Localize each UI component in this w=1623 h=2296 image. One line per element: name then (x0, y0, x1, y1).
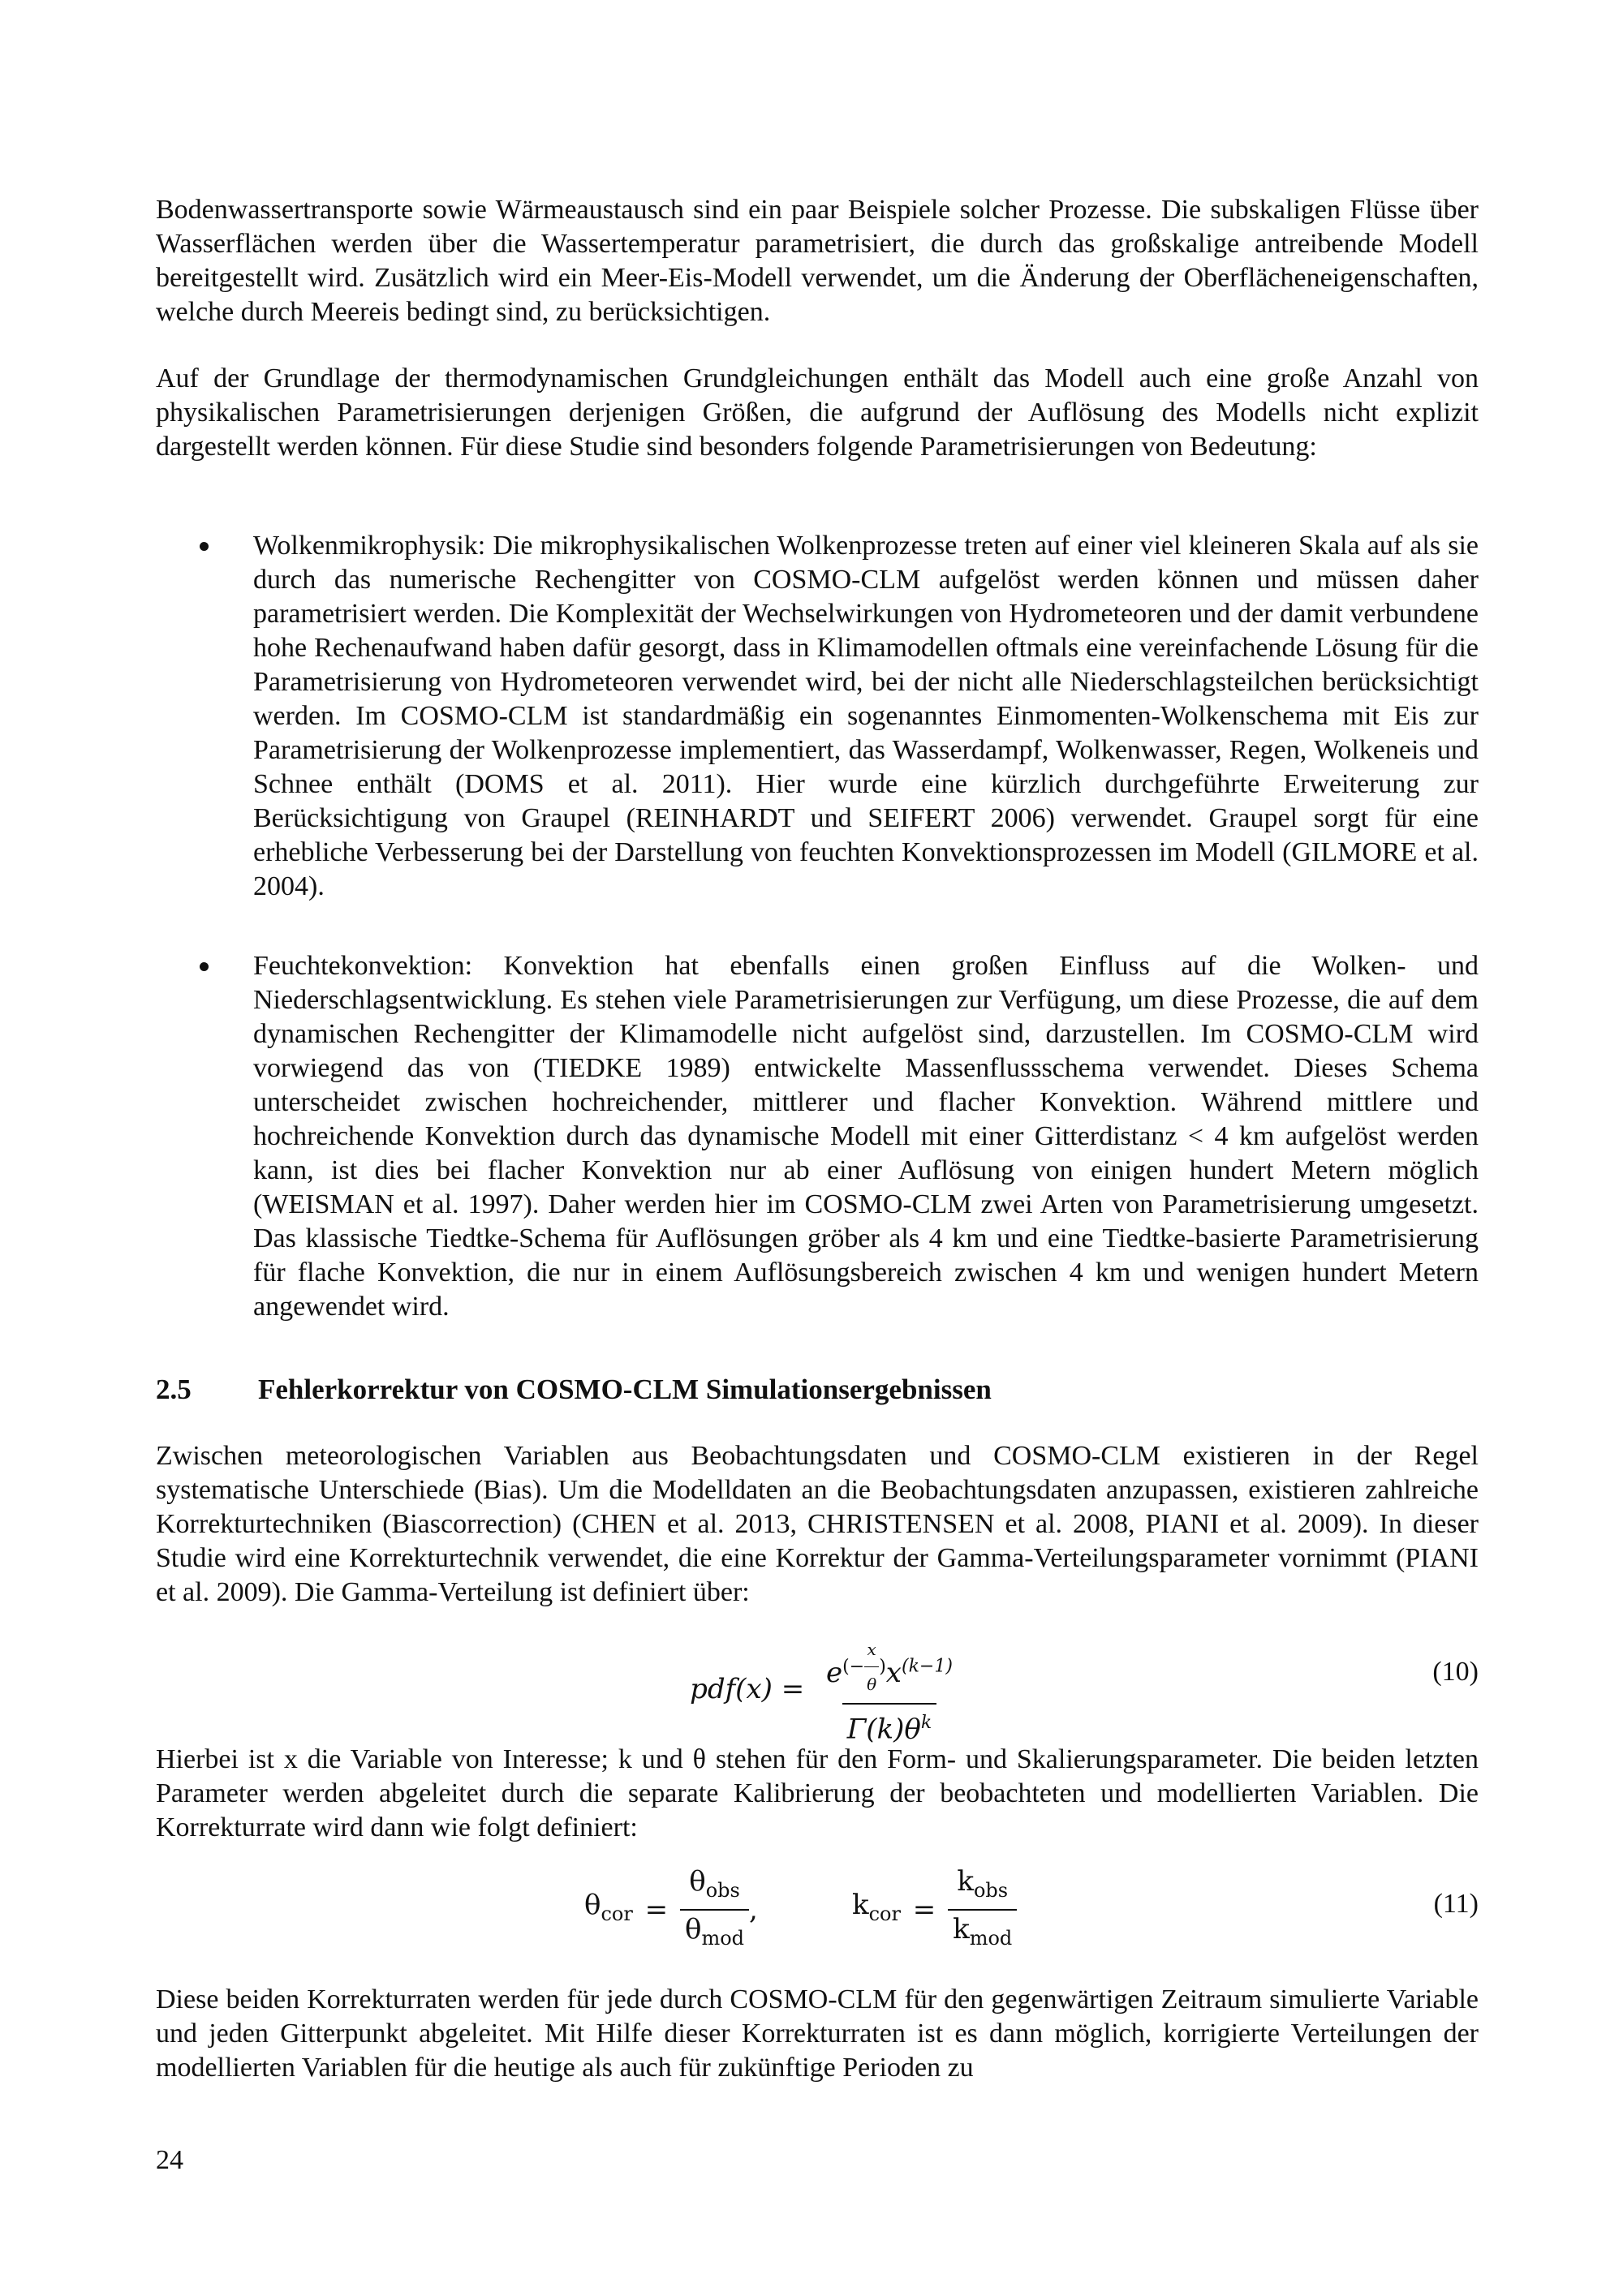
paragraph-text: Diese beiden Korrekturraten werden für jede durch COSMO-CLM für den gegenwärtigen Zeitraum simulierte Variable und jeden Gitterpunkt abgeleitet. Mit Hilfe dieser Korrekturraten ist es dann möglich, korrigierte Verteilungen der modellierten Variablen für die heutige als auch für zukünftige Perioden zu (156, 1984, 1479, 2083)
equation-11 (0, 1864, 1623, 1954)
paragraph-bias (156, 1439, 1479, 1610)
equation-10 (0, 1632, 1623, 1746)
equation-k-cor: $k_{cor}$ = $\frac{k_{obs}}{k_{mod}}$ (852, 1864, 1017, 1955)
equation-numerator: $e^{(- \frac{x}{\theta} )}x^{(k-1)}$ (821, 1632, 958, 1703)
equation-denominator: $\Gamma(k)\theta^k$ (842, 1703, 937, 1746)
paragraph-text: Auf der Grundlage der thermodynamischen Grundgleichungen enthält das Modell auch eine große Anzahl von physikalischen Parametrisierungen derjenigen Größen, die aufgrund der Auflösung des Modells nicht explizit dargestellt werden können. Für diese Studie sind besonders folgende Parametrisierungen von Bedeutung: (156, 363, 1479, 462)
section-title: Fehlerkorrektur von COSMO-CLM Simulationsergebnissen (258, 1374, 992, 1405)
paragraph-parameters (156, 1743, 1479, 1845)
page-number: 24 (156, 2145, 183, 2175)
equation-lhs: pdf(x) = (690, 1673, 805, 1706)
equation-number: (10) (1432, 1657, 1479, 1687)
bullet-list (156, 949, 1479, 1324)
paragraph-text: Bodenwassertransporte sowie Wärmeaustausch sind ein paar Beispiele solcher Prozesse. Die subskaligen Flüsse über Wasserflächen werden über die Wassertemperatur parametrisiert, die durch das großskalige antreibende Modell bereitgestellt wird. Zusätzlich wird ein Meer-Eis-Modell verwendet, um die Änderung der Oberflächeneigenschaften, welche durch Meereis bedingt sind, zu berücksichtigen. (156, 195, 1479, 327)
section-number: 2.5 (156, 1374, 192, 1405)
equation-theta-cor: $\theta_{cor}$ = $\frac{\theta_{obs}}{\theta_{mod}}$ , (584, 1864, 758, 1955)
list-item (156, 949, 1479, 1324)
list-item (156, 529, 1479, 904)
bullet-list (156, 529, 1479, 904)
section-heading (156, 1373, 992, 1407)
equation-number: (11) (1433, 1889, 1479, 1919)
paragraph-intro (156, 193, 1479, 329)
bullet-dot-icon (200, 542, 209, 551)
equation-fraction (821, 1632, 958, 1746)
paragraph-correction-rates (156, 1983, 1479, 2085)
list-item-text: Wolkenmikrophysik: Die mikrophysikalischen Wolkenprozesse treten auf einer viel kleineren Skala auf als sie durch das numerische Rechengitter von COSMO-CLM aufgelöst werden können und müssen daher parametrisiert werden. Die Komplexität der Wechselwirkungen von Hydrometeoren und der damit verbundene hohe Rechenaufwand haben dafür gesorgt, dass in Klimamodellen oftmals eine vereinfachende Lösung für die Parametrisierung von Hydrometeoren verwendet wird, bei der nicht alle Niederschlagsteilchen berücksichtigt werden. Im COSMO-CLM ist standardmäßig ein sogenanntes Einmomenten-Wolkenschema mit Eis zur Parametrisierung der Wolkenprozesse implementiert, das Wasserdampf, Wolkenwasser, Regen, Wolkeneis und Schnee enthält (DOMS et al. 2011). Hier wurde eine kürzlich durchgeführte Erweiterung zur Berücksichtigung von Graupel (REINHARDT und SEIFERT 2006) verwendet. Graupel sorgt für eine erhebliche Verbesserung bei der Darstellung von feuchten Konvektionsprozessen im Modell (GILMORE et al. 2004). (253, 531, 1479, 901)
paragraph-parametrisation (156, 362, 1479, 464)
bullet-dot-icon (200, 962, 209, 971)
paragraph-text: Hierbei ist x die Variable von Interesse; k und θ stehen für den Form- und Skalierungsparameter. Die beiden letzten Parameter werden abgeleitet durch die separate Kalibrierung der beobachteten und modellierten Variablen. Die Korrekturrate wird dann wie folgt definiert: (156, 1744, 1479, 1842)
paragraph-text: Zwischen meteorologischen Variablen aus Beobachtungsdaten und COSMO-CLM existieren in der Regel systematische Unterschiede (Bias). Um die Modelldaten an die Beobachtungsdaten anzupassen, existieren zahlreiche Korrekturtechniken (Biascorrection) (CHEN et al. 2013, CHRISTENSEN et al. 2008, PIANI et al. 2009). In dieser Studie wird eine Korrekturtechnik verwendet, die eine Korrektur der Gamma-Verteilungsparameter vornimmt (PIANI et al. 2009). Die Gamma-Verteilung ist definiert über: (156, 1441, 1479, 1607)
list-item-text: Feuchtekonvektion: Konvektion hat ebenfalls einen großen Einfluss auf die Wolken- und Niederschlagsentwicklung. Es stehen viele Parametrisierungen zur Verfügung, um diese Prozesse, die auf dem dynamischen Rechengitter der Klimamodelle nicht aufgelöst sind, darzustellen. Im COSMO-CLM wird vorwiegend das von (TIEDKE 1989) entwickelte Massenflussschema verwendet. Dieses Schema unterscheidet zwischen hochreichender, mittlerer und flacher Konvektion. Während mittlere und hochreichende Konvektion durch das dynamische Modell mit einer Gitterdistanz < 4 km aufgelöst werden kann, ist dies bei flacher Konvektion nur ab einer Auflösung von einigen hundert Metern möglich (WEISMAN et al. 1997). Daher werden hier im COSMO-CLM zwei Arten von Parametrisierung umgesetzt. Das klassische Tiedtke-Schema für Auflösungen gröber als 4 km und eine Tiedtke-basierte Parametrisierung für flache Konvektion, die nur in einem Auflösungsbereich zwischen 4 km und wenigen hundert Metern angewendet wird. (253, 951, 1479, 1322)
